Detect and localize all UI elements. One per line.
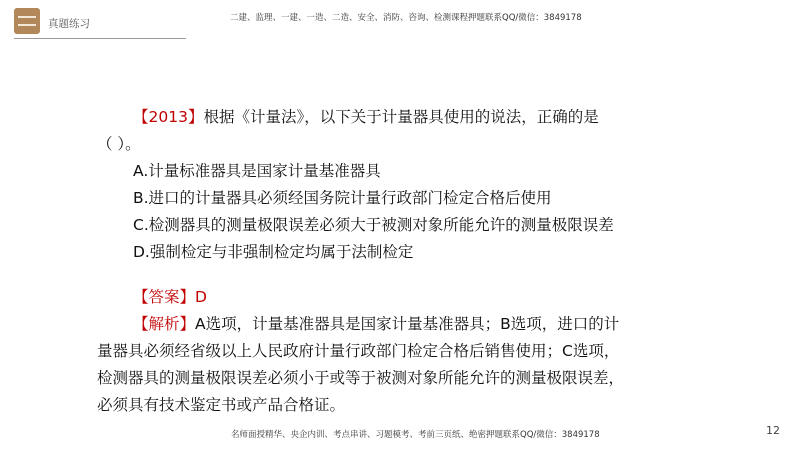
analysis-line-1: [97, 311, 667, 338]
analysis-line-2: 量器具必须经省级以上人民政府计量行政部门检定合格后销售使用；C选项，: [97, 342, 620, 360]
question-year-tag: 【2013】: [133, 108, 204, 126]
analysis-text-1: A选项，计量基准器具是国家计量基准器具；B选项，进口的计: [195, 315, 620, 333]
logo-mark: [18, 16, 36, 26]
page-number: 12: [766, 424, 780, 437]
option-d: D.强制检定与非强制检定均属于法制检定: [133, 243, 414, 261]
logo: [14, 8, 40, 34]
analysis-line-3: 检测器具的测量极限误差必须小于或等于被测对象所能允许的测量极限误差，: [97, 369, 625, 387]
bottom-banner: 名师面授精华、央企内训、考点串讲、习题模考、考前三页纸、绝密押题联系QQ/微信：3849178: [231, 430, 600, 440]
answer-value: D: [195, 288, 207, 306]
answer-line: [97, 284, 667, 311]
header-divider: [14, 38, 186, 39]
option-a: A.计量标准器具是国家计量基准器具: [133, 162, 381, 180]
question-stem: [97, 104, 667, 131]
option-b: B.进口的计量器具必须经国务院计量行政部门检定合格后使用: [133, 189, 552, 207]
option-c: C.检测器具的测量极限误差必须大于被测对象所能允许的测量极限误差: [133, 216, 614, 234]
analysis-line-4: 必须具有技术鉴定书或产品合格证。: [97, 396, 346, 414]
answer-label: 【答案】: [133, 288, 196, 306]
question-content: [97, 104, 667, 419]
top-banner: 二建、监理、一建、一造、二造、安全、消防、咨询、检测课程押题联系QQ/微信：3849178: [230, 13, 582, 23]
question-stem-blank: （ ）。: [97, 135, 141, 153]
section-title: 真题练习: [48, 18, 90, 30]
analysis-label: 【解析】: [133, 315, 196, 333]
question-stem-text: 根据《计量法》，以下关于计量器具使用的说法，正确的是: [203, 108, 599, 126]
